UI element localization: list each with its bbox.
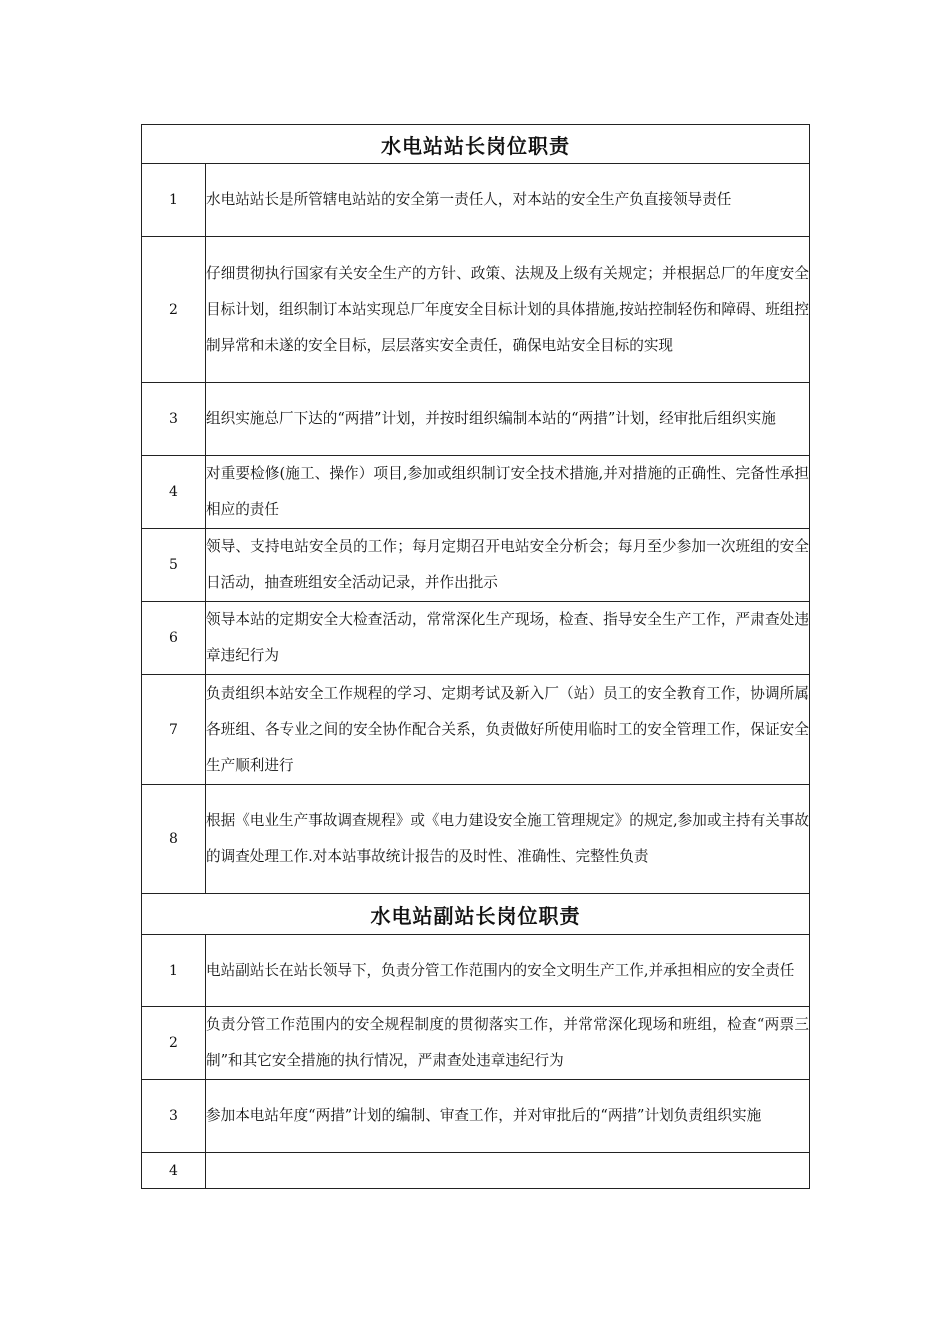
duty-text: 参加本电站年度“两措”计划的编制、审查工作，并对审批后的“两措”计划负责组织实施 — [206, 1080, 810, 1153]
duties-table — [141, 124, 810, 1189]
row-number: 3 — [142, 1080, 206, 1153]
section-title: 水电站副站长岗位职责 — [142, 894, 810, 935]
row-number: 2 — [142, 1007, 206, 1080]
table-row — [142, 935, 810, 1007]
row-number: 4 — [142, 1153, 206, 1189]
table-row — [142, 164, 810, 237]
row-number: 8 — [142, 785, 206, 894]
row-number: 1 — [142, 164, 206, 237]
duty-text: 电站副站长在站长领导下，负责分管工作范围内的安全文明生产工作,并承担相应的安全责任 — [206, 935, 810, 1007]
duty-text: 水电站站长是所管辖电站站的安全第一责任人，对本站的安全生产负直接领导责任 — [206, 164, 810, 237]
duty-text: 仔细贯彻执行国家有关安全生产的方针、政策、法规及上级有关规定；并根据总厂的年度安全目标计划，组织制订本站实现总厂年度安全目标计划的具体措施,按站控制轻伤和障碍、班组控制异常和未遂的安全目标，层层落实安全责任，确保电站安全目标的实现 — [206, 237, 810, 383]
duty-text: 负责组织本站安全工作规程的学习、定期考试及新入厂（站）员工的安全教育工作，协调所属各班组、各专业之间的安全协作配合关系，负责做好所使用临时工的安全管理工作，保证安全生产顺利进行 — [206, 675, 810, 785]
duty-text: 负责分管工作范围内的安全规程制度的贯彻落实工作，并常常深化现场和班组，检查“两票三制”和其它安全措施的执行情况，严肃查处违章违纪行为 — [206, 1007, 810, 1080]
table-row — [142, 237, 810, 383]
duty-text: 领导、支持电站安全员的工作；每月定期召开电站安全分析会；每月至少参加一次班组的安全日活动，抽查班组安全活动记录，并作出批示 — [206, 529, 810, 602]
table-row — [142, 456, 810, 529]
duty-text: 领导本站的定期安全大检查活动，常常深化生产现场，检查、指导安全生产工作，严肃查处违章违纪行为 — [206, 602, 810, 675]
row-number: 6 — [142, 602, 206, 675]
duty-text: 对重要检修(施工、操作）项目,参加或组织制订安全技术措施,并对措施的正确性、完备性承担相应的责任 — [206, 456, 810, 529]
table-row — [142, 1080, 810, 1153]
duty-text: 根据《电业生产事故调查规程》或《电力建设安全施工管理规定》的规定,参加或主持有关事故的调查处理工作.对本站事故统计报告的及时性、准确性、完整性负责 — [206, 785, 810, 894]
row-number: 5 — [142, 529, 206, 602]
section-title-row — [142, 125, 810, 164]
table-row — [142, 529, 810, 602]
table-row — [142, 675, 810, 785]
duty-text — [206, 1153, 810, 1189]
table-row — [142, 785, 810, 894]
row-number: 2 — [142, 237, 206, 383]
table-row — [142, 602, 810, 675]
row-number: 3 — [142, 383, 206, 456]
row-number: 7 — [142, 675, 206, 785]
section-title-row — [142, 894, 810, 935]
duty-text: 组织实施总厂下达的“两措”计划，并按时组织编制本站的“两措”计划，经审批后组织实施 — [206, 383, 810, 456]
table-row — [142, 1007, 810, 1080]
section-title: 水电站站长岗位职责 — [142, 125, 810, 164]
table-row — [142, 1153, 810, 1189]
row-number: 4 — [142, 456, 206, 529]
row-number: 1 — [142, 935, 206, 1007]
table-row — [142, 383, 810, 456]
